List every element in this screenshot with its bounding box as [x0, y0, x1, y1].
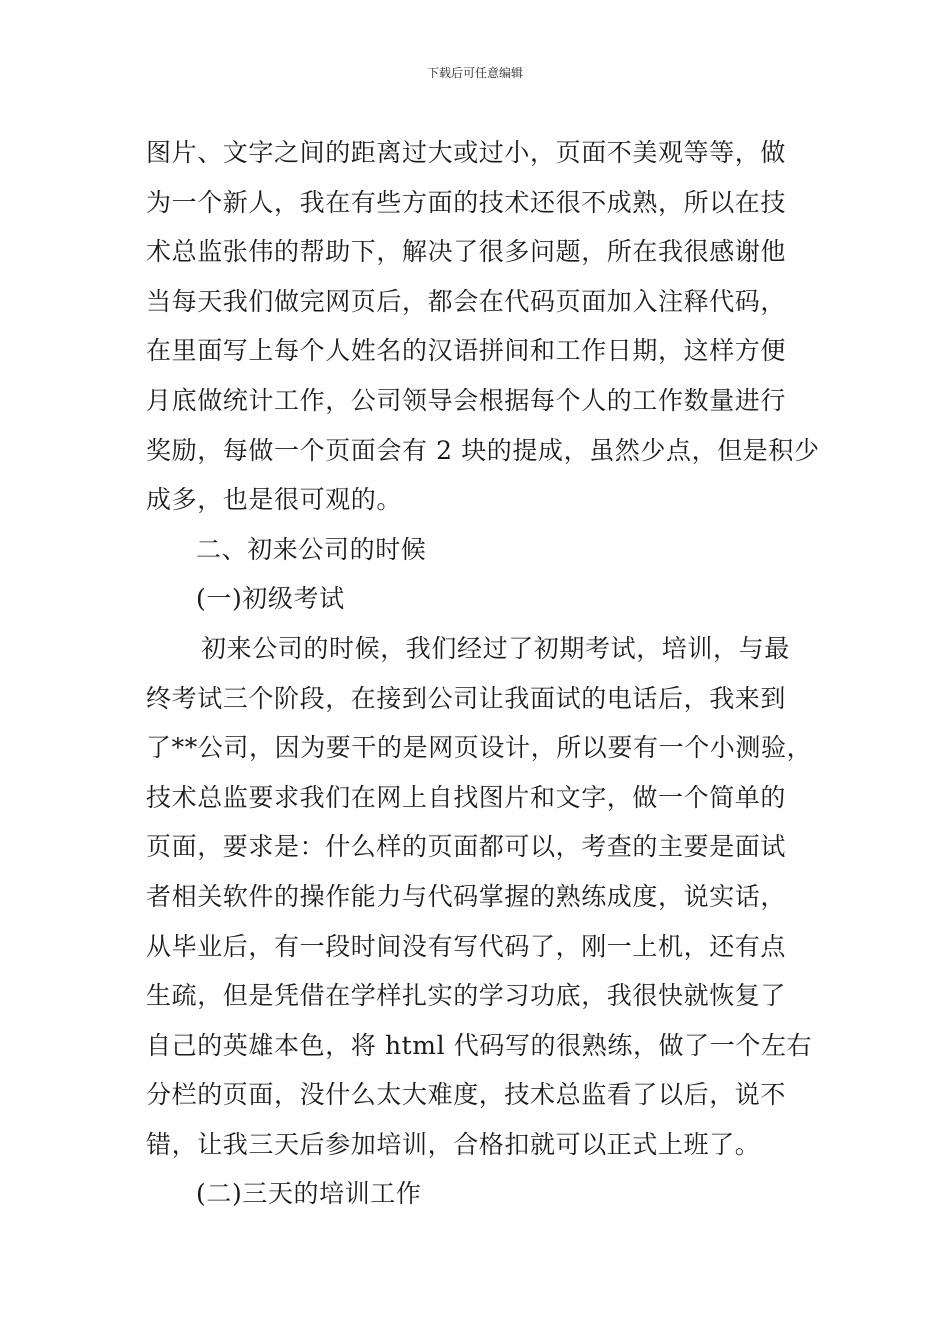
document-body: [146, 128, 836, 1219]
text-line: 分栏的页面，没什么太大难度，技术总监看了以后，说不: [146, 1080, 787, 1110]
section-heading: (一)初级考试: [196, 584, 345, 614]
text-line: 者相关软件的操作能力与代码掌握的熟练成度，说实话，: [146, 881, 787, 911]
section-heading: 二、初来公司的时候: [196, 534, 427, 564]
text-line: 奖励，每做一个页面会有 2 块的提成，虽然少点，但是积少: [146, 435, 820, 465]
text-line: 月底做统计工作，公司领导会根据每个人的工作数量进行: [146, 385, 787, 415]
text-line: 从毕业后，有一段时间没有写代码了，刚一上机，还有点: [146, 931, 787, 961]
text-line: 成多，也是很可观的。: [146, 485, 403, 515]
text-line: 错，让我三天后参加培训，合格扣就可以正式上班了。: [146, 1129, 761, 1159]
text-line: 图片、文字之间的距离过大或过小，页面不美观等等，做: [146, 138, 787, 167]
text-line: 了**公司，因为要干的是网页设计，所以要有一个小测验，: [146, 733, 813, 763]
text-line: 在里面写上每个人姓名的汉语拼间和工作日期，这样方便: [146, 336, 787, 366]
text-line: 生疏，但是凭借在学样扎实的学习功底，我很快就恢复了: [146, 981, 787, 1011]
text-line: 页面，要求是：什么样的页面都可以，考查的主要是面试: [146, 832, 787, 862]
text-line: 终考试三个阶段，在接到公司让我面试的电话后，我来到: [146, 683, 787, 713]
page-header: 下载后可任意编辑: [426, 66, 523, 80]
text-line: 当每天我们做完网页后，都会在代码页面加入注释代码，: [146, 286, 787, 316]
text-line: 为一个新人，我在有些方面的技术还很不成熟，所以在技: [146, 187, 787, 217]
text-line: 术总监张伟的帮助下，解决了很多问题，所在我很感谢他: [146, 237, 787, 267]
text-line: 技术总监要求我们在网上自找图片和文字，做一个简单的: [146, 782, 787, 812]
section-heading: (二)三天的培训工作: [196, 1179, 422, 1209]
text-line: 自己的英雄本色，将 html 代码写的很熟练，做了一个左右: [146, 1030, 813, 1060]
text-line: 初来公司的时候，我们经过了初期考试，培训，与最: [201, 633, 790, 663]
